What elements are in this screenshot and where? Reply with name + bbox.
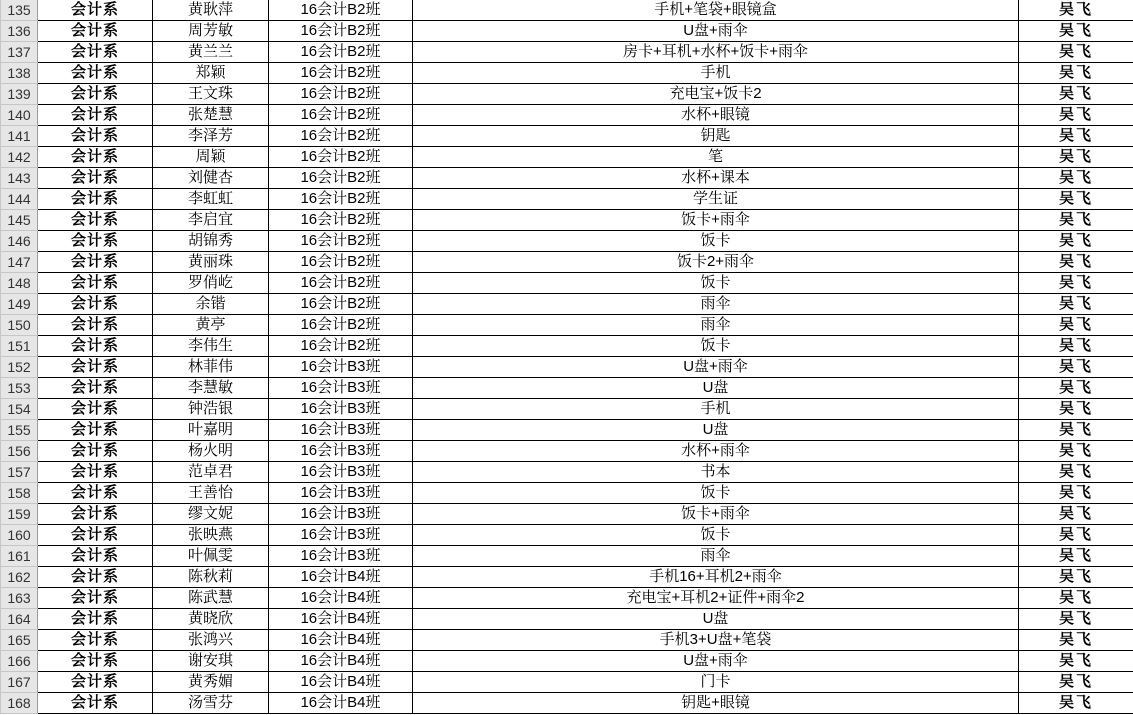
student-name-cell[interactable]: 刘健杏 bbox=[153, 168, 269, 189]
row-number-header[interactable]: 142 bbox=[1, 147, 38, 168]
department-cell[interactable]: 会计系 bbox=[38, 315, 153, 336]
department-cell[interactable]: 会计系 bbox=[38, 504, 153, 525]
teacher-cell[interactable]: 吴飞 bbox=[1019, 105, 1133, 126]
department-cell[interactable]: 会计系 bbox=[38, 147, 153, 168]
table-row bbox=[1, 105, 1133, 126]
teacher-cell[interactable]: 吴飞 bbox=[1019, 462, 1133, 483]
items-cell[interactable]: U盘+雨伞 bbox=[413, 651, 1019, 672]
row-number-header[interactable]: 145 bbox=[1, 210, 38, 231]
table-row bbox=[1, 231, 1133, 252]
table-row bbox=[1, 609, 1133, 630]
row-number-header[interactable]: 141 bbox=[1, 126, 38, 147]
items-cell[interactable]: 雨伞 bbox=[413, 294, 1019, 315]
student-name-cell[interactable]: 林菲伟 bbox=[153, 357, 269, 378]
department-cell[interactable]: 会计系 bbox=[38, 462, 153, 483]
student-name-cell[interactable]: 王善怡 bbox=[153, 483, 269, 504]
department-cell[interactable]: 会计系 bbox=[38, 378, 153, 399]
teacher-cell[interactable]: 吴飞 bbox=[1019, 504, 1133, 525]
student-name-cell[interactable]: 谢安琪 bbox=[153, 651, 269, 672]
row-number-header[interactable]: 143 bbox=[1, 168, 38, 189]
items-cell[interactable]: 手机+笔袋+眼镜盒 bbox=[413, 0, 1019, 21]
student-name-cell[interactable]: 胡锦秀 bbox=[153, 231, 269, 252]
student-name-cell[interactable]: 叶嘉明 bbox=[153, 420, 269, 441]
items-cell[interactable]: 雨伞 bbox=[413, 315, 1019, 336]
department-cell[interactable]: 会计系 bbox=[38, 441, 153, 462]
department-cell[interactable]: 会计系 bbox=[38, 21, 153, 42]
table-row bbox=[1, 441, 1133, 462]
department-cell[interactable]: 会计系 bbox=[38, 525, 153, 546]
department-cell[interactable]: 会计系 bbox=[38, 630, 153, 651]
department-cell[interactable]: 会计系 bbox=[38, 84, 153, 105]
row-number-header[interactable]: 157 bbox=[1, 462, 38, 483]
department-cell[interactable]: 会计系 bbox=[38, 420, 153, 441]
teacher-cell[interactable]: 吴飞 bbox=[1019, 231, 1133, 252]
student-name-cell[interactable]: 李启宜 bbox=[153, 210, 269, 231]
class-cell[interactable]: 16会计B3班 bbox=[269, 378, 413, 399]
table-row bbox=[1, 42, 1133, 63]
class-cell[interactable]: 16会计B2班 bbox=[269, 84, 413, 105]
department-cell[interactable]: 会计系 bbox=[38, 294, 153, 315]
teacher-cell[interactable]: 吴飞 bbox=[1019, 21, 1133, 42]
row-number-header[interactable]: 163 bbox=[1, 588, 38, 609]
table-row bbox=[1, 357, 1133, 378]
class-cell[interactable]: 16会计B2班 bbox=[269, 273, 413, 294]
class-cell[interactable]: 16会计B2班 bbox=[269, 315, 413, 336]
table-row bbox=[1, 546, 1133, 567]
table-row bbox=[1, 21, 1133, 42]
department-cell[interactable]: 会计系 bbox=[38, 483, 153, 504]
teacher-cell[interactable]: 吴飞 bbox=[1019, 252, 1133, 273]
student-name-cell[interactable]: 陈武慧 bbox=[153, 588, 269, 609]
teacher-cell[interactable]: 吴飞 bbox=[1019, 483, 1133, 504]
student-name-cell[interactable]: 郑颖 bbox=[153, 63, 269, 84]
class-cell[interactable]: 16会计B4班 bbox=[269, 693, 413, 714]
class-cell[interactable]: 16会计B3班 bbox=[269, 483, 413, 504]
row-number-header[interactable]: 153 bbox=[1, 378, 38, 399]
teacher-cell[interactable]: 吴飞 bbox=[1019, 147, 1133, 168]
class-cell[interactable]: 16会计B2班 bbox=[269, 252, 413, 273]
class-cell[interactable]: 16会计B4班 bbox=[269, 630, 413, 651]
teacher-cell[interactable]: 吴飞 bbox=[1019, 399, 1133, 420]
student-name-cell[interactable]: 叶佩雯 bbox=[153, 546, 269, 567]
teacher-cell[interactable]: 吴飞 bbox=[1019, 168, 1133, 189]
class-cell[interactable]: 16会计B3班 bbox=[269, 357, 413, 378]
items-cell[interactable]: 手机 bbox=[413, 399, 1019, 420]
teacher-cell[interactable]: 吴飞 bbox=[1019, 63, 1133, 84]
department-cell[interactable]: 会计系 bbox=[38, 0, 153, 21]
items-cell[interactable]: 水杯+雨伞 bbox=[413, 441, 1019, 462]
row-number-header[interactable]: 137 bbox=[1, 42, 38, 63]
department-cell[interactable]: 会计系 bbox=[38, 189, 153, 210]
department-cell[interactable]: 会计系 bbox=[38, 252, 153, 273]
row-number-header[interactable]: 144 bbox=[1, 189, 38, 210]
items-cell[interactable]: U盘 bbox=[413, 378, 1019, 399]
teacher-cell[interactable]: 吴飞 bbox=[1019, 315, 1133, 336]
table-row bbox=[1, 378, 1133, 399]
items-cell[interactable]: 水杯+课本 bbox=[413, 168, 1019, 189]
table-row bbox=[1, 63, 1133, 84]
student-name-cell[interactable]: 黄耿萍 bbox=[153, 0, 269, 21]
student-name-cell[interactable]: 缪文妮 bbox=[153, 504, 269, 525]
student-name-cell[interactable]: 黄晓欣 bbox=[153, 609, 269, 630]
student-name-cell[interactable]: 李伟生 bbox=[153, 336, 269, 357]
items-cell[interactable]: 雨伞 bbox=[413, 546, 1019, 567]
student-name-cell[interactable]: 杨火明 bbox=[153, 441, 269, 462]
table-row bbox=[1, 462, 1133, 483]
department-cell[interactable]: 会计系 bbox=[38, 588, 153, 609]
student-name-cell[interactable]: 李虹虹 bbox=[153, 189, 269, 210]
table-row bbox=[1, 420, 1133, 441]
department-cell[interactable]: 会计系 bbox=[38, 336, 153, 357]
row-number-header[interactable]: 147 bbox=[1, 252, 38, 273]
teacher-cell[interactable]: 吴飞 bbox=[1019, 357, 1133, 378]
items-cell[interactable]: 充电宝+耳机2+证件+雨伞2 bbox=[413, 588, 1019, 609]
department-cell[interactable]: 会计系 bbox=[38, 231, 153, 252]
teacher-cell[interactable]: 吴飞 bbox=[1019, 609, 1133, 630]
row-number-header[interactable]: 135 bbox=[1, 0, 38, 21]
row-number-header[interactable]: 166 bbox=[1, 651, 38, 672]
row-number-header[interactable]: 158 bbox=[1, 483, 38, 504]
class-cell[interactable]: 16会计B4班 bbox=[269, 651, 413, 672]
items-cell[interactable]: 手机3+U盘+笔袋 bbox=[413, 630, 1019, 651]
items-cell[interactable]: 充电宝+饭卡2 bbox=[413, 84, 1019, 105]
table-row bbox=[1, 336, 1133, 357]
teacher-cell[interactable]: 吴飞 bbox=[1019, 546, 1133, 567]
items-cell[interactable]: U盘+雨伞 bbox=[413, 21, 1019, 42]
row-number-header[interactable]: 149 bbox=[1, 294, 38, 315]
student-name-cell[interactable]: 黄丽珠 bbox=[153, 252, 269, 273]
student-name-cell[interactable]: 钟浩银 bbox=[153, 399, 269, 420]
row-number-header[interactable]: 138 bbox=[1, 63, 38, 84]
department-cell[interactable]: 会计系 bbox=[38, 273, 153, 294]
items-cell[interactable]: 水杯+眼镜 bbox=[413, 105, 1019, 126]
student-name-cell[interactable]: 黄亭 bbox=[153, 315, 269, 336]
table-row bbox=[1, 525, 1133, 546]
student-name-cell[interactable]: 余锴 bbox=[153, 294, 269, 315]
student-name-cell[interactable]: 周颖 bbox=[153, 147, 269, 168]
department-cell[interactable]: 会计系 bbox=[38, 693, 153, 714]
items-cell[interactable]: 饭卡 bbox=[413, 273, 1019, 294]
table-row bbox=[1, 210, 1133, 231]
department-cell[interactable]: 会计系 bbox=[38, 63, 153, 84]
department-cell[interactable]: 会计系 bbox=[38, 609, 153, 630]
class-cell[interactable]: 16会计B2班 bbox=[269, 105, 413, 126]
student-name-cell[interactable]: 罗俏屹 bbox=[153, 273, 269, 294]
row-number-header[interactable]: 148 bbox=[1, 273, 38, 294]
student-name-cell[interactable]: 汤雪芬 bbox=[153, 693, 269, 714]
teacher-cell[interactable]: 吴飞 bbox=[1019, 567, 1133, 588]
table-row bbox=[1, 399, 1133, 420]
row-number-header[interactable]: 136 bbox=[1, 21, 38, 42]
row-number-header[interactable]: 159 bbox=[1, 504, 38, 525]
teacher-cell[interactable]: 吴飞 bbox=[1019, 189, 1133, 210]
department-cell[interactable]: 会计系 bbox=[38, 567, 153, 588]
items-cell[interactable]: 饭卡 bbox=[413, 525, 1019, 546]
table-row bbox=[1, 588, 1133, 609]
table-row bbox=[1, 84, 1133, 105]
department-cell[interactable]: 会计系 bbox=[38, 42, 153, 63]
class-cell[interactable]: 16会计B2班 bbox=[269, 336, 413, 357]
department-cell[interactable]: 会计系 bbox=[38, 399, 153, 420]
row-number-header[interactable]: 152 bbox=[1, 357, 38, 378]
items-cell[interactable]: 手机16+耳机2+雨伞 bbox=[413, 567, 1019, 588]
table-row bbox=[1, 483, 1133, 504]
row-number-header[interactable]: 162 bbox=[1, 567, 38, 588]
row-number-header[interactable]: 168 bbox=[1, 693, 38, 714]
class-cell[interactable]: 16会计B2班 bbox=[269, 189, 413, 210]
items-cell[interactable]: 饭卡 bbox=[413, 336, 1019, 357]
class-cell[interactable]: 16会计B4班 bbox=[269, 672, 413, 693]
items-cell[interactable]: 钥匙+眼镜 bbox=[413, 693, 1019, 714]
table-row bbox=[1, 168, 1133, 189]
student-name-cell[interactable]: 李泽芳 bbox=[153, 126, 269, 147]
items-cell[interactable]: 饭卡2+雨伞 bbox=[413, 252, 1019, 273]
items-cell[interactable]: 门卡 bbox=[413, 672, 1019, 693]
items-cell[interactable]: 饭卡 bbox=[413, 231, 1019, 252]
class-cell[interactable]: 16会计B4班 bbox=[269, 588, 413, 609]
items-cell[interactable]: 笔 bbox=[413, 147, 1019, 168]
table-row bbox=[1, 567, 1133, 588]
row-number-header[interactable]: 151 bbox=[1, 336, 38, 357]
teacher-cell[interactable]: 吴飞 bbox=[1019, 84, 1133, 105]
teacher-cell[interactable]: 吴飞 bbox=[1019, 441, 1133, 462]
class-cell[interactable]: 16会计B2班 bbox=[269, 21, 413, 42]
teacher-cell[interactable]: 吴飞 bbox=[1019, 294, 1133, 315]
class-cell[interactable]: 16会计B3班 bbox=[269, 462, 413, 483]
teacher-cell[interactable]: 吴飞 bbox=[1019, 42, 1133, 63]
class-cell[interactable]: 16会计B3班 bbox=[269, 504, 413, 525]
items-cell[interactable]: 书本 bbox=[413, 462, 1019, 483]
items-cell[interactable]: 饭卡+雨伞 bbox=[413, 504, 1019, 525]
items-cell[interactable]: 饭卡+雨伞 bbox=[413, 210, 1019, 231]
class-cell[interactable]: 16会计B3班 bbox=[269, 399, 413, 420]
class-cell[interactable]: 16会计B3班 bbox=[269, 420, 413, 441]
class-cell[interactable]: 16会计B2班 bbox=[269, 42, 413, 63]
student-name-cell[interactable]: 张鸿兴 bbox=[153, 630, 269, 651]
teacher-cell[interactable]: 吴飞 bbox=[1019, 693, 1133, 714]
items-cell[interactable]: 学生证 bbox=[413, 189, 1019, 210]
row-number-header[interactable]: 161 bbox=[1, 546, 38, 567]
class-cell[interactable]: 16会计B3班 bbox=[269, 546, 413, 567]
department-cell[interactable]: 会计系 bbox=[38, 105, 153, 126]
department-cell[interactable]: 会计系 bbox=[38, 126, 153, 147]
class-cell[interactable]: 16会计B2班 bbox=[269, 0, 413, 21]
items-cell[interactable]: U盘 bbox=[413, 609, 1019, 630]
class-cell[interactable]: 16会计B2班 bbox=[269, 231, 413, 252]
teacher-cell[interactable]: 吴飞 bbox=[1019, 126, 1133, 147]
row-number-header[interactable]: 164 bbox=[1, 609, 38, 630]
table-row bbox=[1, 693, 1133, 714]
class-cell[interactable]: 16会计B2班 bbox=[269, 63, 413, 84]
student-name-cell[interactable]: 陈秋莉 bbox=[153, 567, 269, 588]
row-number-header[interactable]: 160 bbox=[1, 525, 38, 546]
student-name-cell[interactable]: 黄秀媚 bbox=[153, 672, 269, 693]
row-number-header[interactable]: 156 bbox=[1, 441, 38, 462]
row-number-header[interactable]: 146 bbox=[1, 231, 38, 252]
teacher-cell[interactable]: 吴飞 bbox=[1019, 273, 1133, 294]
student-name-cell[interactable]: 张楚慧 bbox=[153, 105, 269, 126]
department-cell[interactable]: 会计系 bbox=[38, 651, 153, 672]
items-cell[interactable]: 房卡+耳机+水杯+饭卡+雨伞 bbox=[413, 42, 1019, 63]
items-cell[interactable]: U盘+雨伞 bbox=[413, 357, 1019, 378]
table-row bbox=[1, 315, 1133, 336]
student-name-cell[interactable]: 李慧敏 bbox=[153, 378, 269, 399]
teacher-cell[interactable]: 吴飞 bbox=[1019, 588, 1133, 609]
table-row bbox=[1, 294, 1133, 315]
teacher-cell[interactable]: 吴飞 bbox=[1019, 378, 1133, 399]
teacher-cell[interactable]: 吴飞 bbox=[1019, 525, 1133, 546]
student-name-cell[interactable]: 王文珠 bbox=[153, 84, 269, 105]
table-row bbox=[1, 147, 1133, 168]
department-cell[interactable]: 会计系 bbox=[38, 546, 153, 567]
class-cell[interactable]: 16会计B2班 bbox=[269, 210, 413, 231]
class-cell[interactable]: 16会计B2班 bbox=[269, 294, 413, 315]
table-row bbox=[1, 126, 1133, 147]
teacher-cell[interactable]: 吴飞 bbox=[1019, 0, 1133, 21]
row-number-header[interactable]: 139 bbox=[1, 84, 38, 105]
teacher-cell[interactable]: 吴飞 bbox=[1019, 672, 1133, 693]
class-cell[interactable]: 16会计B2班 bbox=[269, 126, 413, 147]
class-cell[interactable]: 16会计B3班 bbox=[269, 525, 413, 546]
student-name-cell[interactable]: 黄兰兰 bbox=[153, 42, 269, 63]
table-row bbox=[1, 252, 1133, 273]
row-number-header[interactable]: 155 bbox=[1, 420, 38, 441]
items-cell[interactable]: U盘 bbox=[413, 420, 1019, 441]
class-cell[interactable]: 16会计B2班 bbox=[269, 168, 413, 189]
department-cell[interactable]: 会计系 bbox=[38, 210, 153, 231]
row-number-header[interactable]: 154 bbox=[1, 399, 38, 420]
class-cell[interactable]: 16会计B4班 bbox=[269, 567, 413, 588]
department-cell[interactable]: 会计系 bbox=[38, 672, 153, 693]
student-name-cell[interactable]: 周芳敏 bbox=[153, 21, 269, 42]
table-row bbox=[1, 0, 1133, 21]
student-name-cell[interactable]: 范卓君 bbox=[153, 462, 269, 483]
table-row bbox=[1, 504, 1133, 525]
teacher-cell[interactable]: 吴飞 bbox=[1019, 630, 1133, 651]
row-number-header[interactable]: 167 bbox=[1, 672, 38, 693]
table-row bbox=[1, 189, 1133, 210]
table-row bbox=[1, 672, 1133, 693]
row-number-header[interactable]: 165 bbox=[1, 630, 38, 651]
class-cell[interactable]: 16会计B3班 bbox=[269, 441, 413, 462]
table-row bbox=[1, 651, 1133, 672]
items-cell[interactable]: 钥匙 bbox=[413, 126, 1019, 147]
teacher-cell[interactable]: 吴飞 bbox=[1019, 336, 1133, 357]
teacher-cell[interactable]: 吴飞 bbox=[1019, 210, 1133, 231]
teacher-cell[interactable]: 吴飞 bbox=[1019, 420, 1133, 441]
row-number-header[interactable]: 150 bbox=[1, 315, 38, 336]
table-row bbox=[1, 630, 1133, 651]
items-cell[interactable]: 饭卡 bbox=[413, 483, 1019, 504]
student-name-cell[interactable]: 张映燕 bbox=[153, 525, 269, 546]
department-cell[interactable]: 会计系 bbox=[38, 168, 153, 189]
class-cell[interactable]: 16会计B4班 bbox=[269, 609, 413, 630]
row-number-header[interactable]: 140 bbox=[1, 105, 38, 126]
items-cell[interactable]: 手机 bbox=[413, 63, 1019, 84]
table-body bbox=[1, 0, 1133, 714]
teacher-cell[interactable]: 吴飞 bbox=[1019, 651, 1133, 672]
table-row bbox=[1, 273, 1133, 294]
department-cell[interactable]: 会计系 bbox=[38, 357, 153, 378]
class-cell[interactable]: 16会计B2班 bbox=[269, 147, 413, 168]
